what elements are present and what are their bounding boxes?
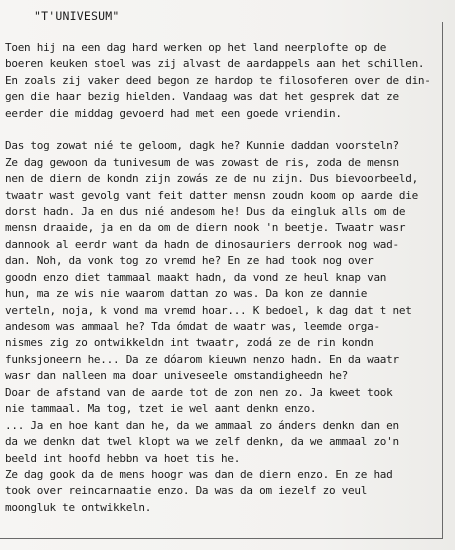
- text-line: dorst hadn. Ja en dus nié andesom he! Dus da eingluk alls om de: [5, 204, 406, 218]
- text-line: andesom was ammaal he? Tda ómdat de waatr was, leemde orga-: [5, 320, 380, 333]
- paragraph: [5, 138, 437, 516]
- text-line: nismes zig zo ontwikkeldn int twaatr, zodá ze de rin kondn: [5, 336, 374, 350]
- text-line: Das tog zowat nié te geloom, dagk he? Kunnie daddan voorsteln?: [5, 139, 399, 153]
- text-line: verteln, noja, k vond ma vremd hoar... K bedoel, k dag dat t net: [5, 303, 412, 317]
- text-line: eerder die middag gevoerd had met een goede vriendin.: [5, 106, 342, 120]
- text-line: da we denkn dat twel klopt wa we zelf denkn, da we ammaal zo'n: [5, 435, 399, 449]
- bottom-border-rule: [0, 538, 443, 539]
- text-line: Toen hij na een dag hard werken op het land neerplofte op de: [5, 41, 387, 54]
- text-line: Ze dag gook da de mens hoogr was dan de diern enzo. En ze had: [5, 467, 393, 481]
- text-line: boeren keuken stoel was zij alvast de aardappels aan het schillen.: [5, 57, 425, 71]
- text-line: twaatr wast gevolg vant feit datter mensn zoudn koom op aarde die: [5, 188, 418, 202]
- paragraph: [5, 40, 437, 122]
- text-line: nen de diern de kondn zijn zowás ze de nu zijn. Dus bievoorbeeld,: [5, 172, 418, 186]
- text-line: gen die haar bezig hielden. Vandaag was dat het gesprek dat ze: [5, 90, 399, 104]
- text-line: nie tammaal. Ma tog, tzet ie wel aant denkn enzo.: [5, 402, 317, 416]
- text-line: took over reincarnaatie enzo. Da was da om iezelf zo veul: [5, 484, 368, 498]
- text-line: En zoals zij vaker deed begon ze hardop te filosoferen over de din-: [5, 73, 431, 87]
- text-line: Ze dag gewoon da tunivesum de was zowast de ris, zoda de mensn: [5, 155, 399, 169]
- text-line: moongluk te ontwikkeln.: [5, 500, 152, 514]
- text-line: mensn draaide, ja en da om de diern nook 'n beetje. Twaatr wasr: [5, 221, 406, 235]
- text-line: ... Ja en hoe kant dan he, da we ammaal zo ánders denkn dan en: [5, 418, 399, 432]
- document-title: "T'UNIVESUM": [34, 9, 120, 23]
- text-line: funksjoneern he... Da ze dóarom kieuwn nenzo hadn. En da waatr: [5, 352, 399, 366]
- text-line: dannook al eerdr want da hadn de dinosauriers derrook nog wad-: [5, 237, 399, 251]
- text-line: hun, ma ze wis nie waarom dattan zo was. Da kon ze dannie: [5, 287, 368, 301]
- text-line: goodn enzo diet tammaal maakt hadn, da vond ze heul knap van: [5, 270, 387, 284]
- text-line: beeld int hoofd hebbn va hoet tis he.: [5, 451, 241, 465]
- text-line: dan. Noh, da vonk tog zo vremd he? En ze had took nog over: [5, 254, 374, 268]
- right-border-rule: [442, 22, 443, 539]
- body-text: [5, 40, 437, 516]
- text-line: wasr dan nalleen ma doar univeseele omstandigheedn he?: [5, 369, 349, 383]
- text-line: Doar de afstand van de aarde tot de zon nen zo. Ja kweet took: [5, 385, 393, 399]
